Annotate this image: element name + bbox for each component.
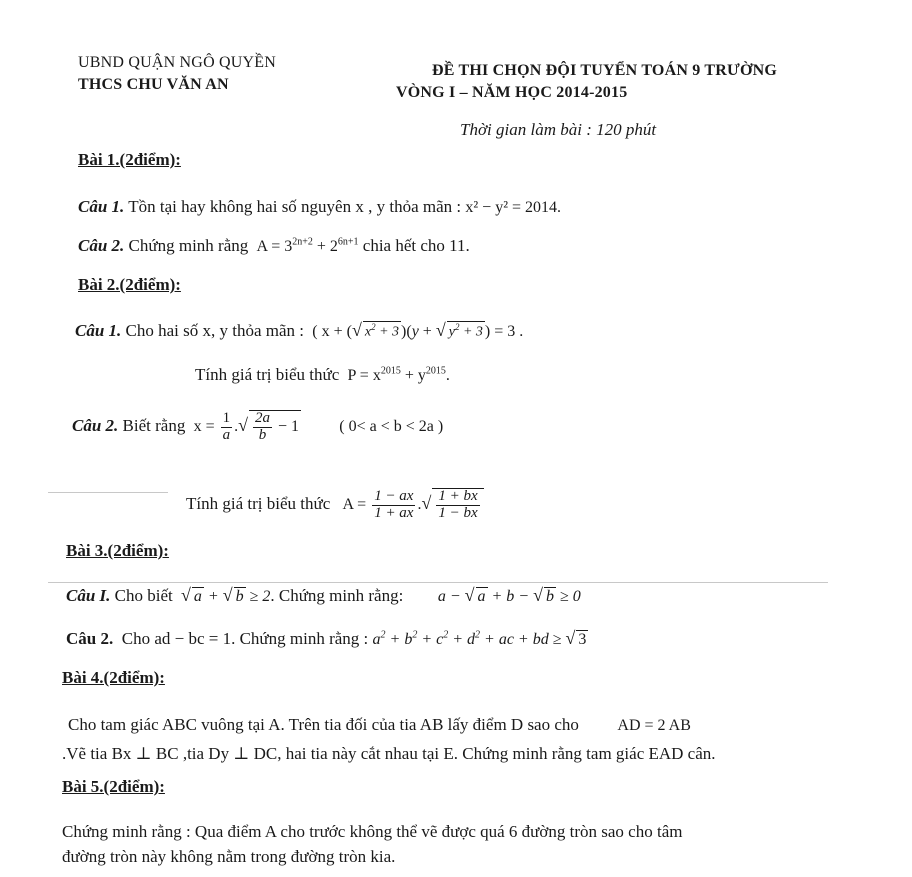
bai3-cau1-text2: . Chứng minh rằng:	[270, 586, 404, 605]
bai2-cau2-sub-text: Tính giá trị biểu thức	[186, 493, 331, 513]
bai4-line1-text: Cho tam giác ABC vuông tại A. Trên tia đối của tia AB lấy điểm D sao cho	[68, 715, 579, 734]
bai4-title: Bài 4.(2điểm):	[62, 668, 165, 687]
bai2-cau1-formula: ( x + (√ $x^2 + 3$ )(y + √ $y^2 + 3$ ) = 3 .	[308, 320, 524, 340]
bai2-cau2-condition: ( 0< a < b < 2a )	[339, 417, 444, 435]
bai3-cau1-label: Câu I.	[66, 586, 111, 605]
bai3-cau1-prove: a − √ a + b − √ b ≥ 0	[437, 585, 581, 605]
school-name: THCS CHU VĂN AN	[78, 76, 229, 93]
bai1-cau2	[78, 236, 470, 256]
bai1-cau2-formula: $A = 3^{2n+2} + 2^{6n+1}$	[252, 236, 359, 255]
bai4-line2: .Vẽ tia Bx ⊥ BC ,tia Dy ⊥ DC, hai tia này cắt nhau tại E. Chứng minh rằng tam giác EAD cân.	[62, 744, 716, 763]
bai5-line2: đường tròn này không nằm trong đường tròn kia.	[62, 847, 396, 866]
bai2-cau1	[75, 320, 523, 341]
bai1-cau1-math: x² − y² = 2014.	[465, 199, 562, 216]
bai3-cau1-text1: Cho biết	[114, 586, 173, 605]
bai1-cau1-label: Câu 1.	[78, 197, 125, 216]
bai2-cau2	[72, 410, 443, 444]
bai2-cau2-a-formula: A = $\frac{1 - ax}{1 + ax}$ .√ $\frac{1 + bx}{1 - bx}$	[334, 496, 483, 513]
scan-artifact-line	[48, 492, 168, 493]
bai2-cau1-p-formula: $P = x^{2015} + y^{2015}$.	[343, 365, 450, 384]
bai3-cau1-given: √ a + √ b ≥ 2	[181, 585, 271, 605]
bai2-title: Bài 2.(2điểm):	[78, 275, 181, 294]
bai3-cau2	[66, 628, 588, 649]
exam-round: VÒNG I – NĂM HỌC 2014-2015	[396, 84, 628, 101]
exam-time: Thời gian làm bài : 120 phút	[460, 120, 657, 139]
bai4-line1-math: AD = 2 AB	[617, 717, 691, 734]
bai2-cau2-text: Biết rằng	[122, 415, 186, 435]
bai4-line1	[68, 715, 691, 735]
bai3-cau2-formula: $a^2 + b^2 + c^2 + d^2$ + ac + bd ≥ √ 3	[372, 628, 587, 648]
bai1-title: Bài 1.(2điểm):	[78, 150, 181, 169]
bai3-title: Bài 3.(2điểm):	[66, 541, 169, 560]
bai2-cau1-sub	[195, 365, 450, 385]
bai2-cau2-label: Câu 2.	[72, 415, 119, 435]
exam-title: ĐỀ THI CHỌN ĐỘI TUYỂN TOÁN 9 TRƯỜNG	[432, 62, 777, 79]
bai2-cau1-label: Câu 1.	[75, 321, 122, 340]
bai2-cau2-x-formula: x = $\frac{1}{a}$ .√ $\frac{2a}{b}$ − 1	[189, 410, 300, 443]
school-district: UBND QUẬN NGÔ QUYỀN	[78, 54, 277, 71]
bai2-cau2-sub	[186, 488, 484, 522]
bai3-cau2-label: Câu 2.	[66, 629, 114, 648]
bai1-cau1	[78, 197, 561, 217]
bai3-cau2-text: Cho ad − bc = 1. Chứng minh rằng :	[121, 629, 369, 648]
bai5-title: Bài 5.(2điểm):	[62, 777, 165, 796]
bai1-cau1-text: Tồn tại hay không hai số nguyên x , y thỏa mãn :	[128, 197, 462, 216]
bai1-cau2-label: Câu 2.	[78, 236, 125, 255]
bai3-cau1	[66, 585, 581, 606]
bai2-cau1-sub-text: Tính giá trị biểu thức	[195, 365, 340, 384]
bai2-cau1-text: Cho hai số x, y thỏa mãn :	[125, 321, 305, 340]
bai1-cau2-text: Chứng minh rằng	[128, 236, 249, 255]
bai5-line1: Chứng minh rằng : Qua điểm A cho trước không thể vẽ được quá 6 đường tròn sao cho tâm	[62, 822, 683, 841]
bai1-cau2-tail: chia hết cho 11.	[362, 236, 470, 255]
scan-artifact-line	[48, 582, 828, 583]
